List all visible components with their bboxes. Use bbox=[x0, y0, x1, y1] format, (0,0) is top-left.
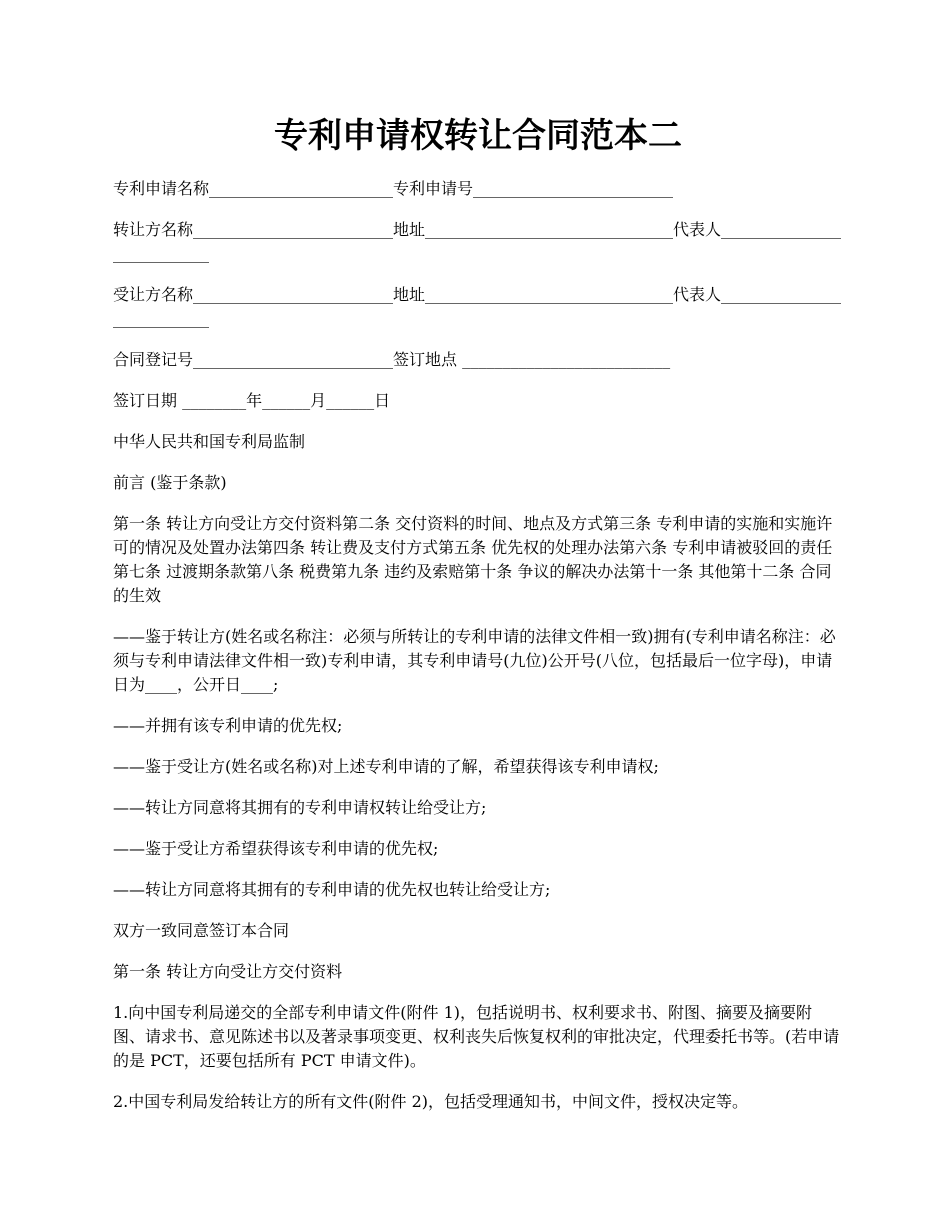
article-index: 第一条 转让方向受让方交付资料第二条 交付资料的时间、地点及方式第三条 专利申请的实施和实施许可的情况及处置办法第四条 转让费及支付方式第五条 优先权的处理办法第六条 专利申请被驳回的责任第七条 过渡期条款第八条 税费第九条 违约及索赔第十条 争议的解决办法第十一条 其他第十二条 合同的生效 bbox=[113, 514, 833, 605]
agreement-statement: 双方一致同意签订本合同 bbox=[113, 921, 290, 940]
field-patent-application-name: 专利申请名称_______________________专利申请号_________________________ bbox=[113, 179, 674, 198]
field-transferor-info: 转让方名称_________________________地址_______________________________代表人___________________________ bbox=[113, 220, 842, 263]
supervisor-line: 中华人民共和国专利局监制 bbox=[113, 432, 306, 451]
article-1-heading: 第一条 转让方向受让方交付资料 bbox=[113, 962, 343, 981]
article-1-item-1: 1.向中国专利局递交的全部专利申请文件(附件 1)，包括说明书、权利要求书、附图、摘要及摘要附图、请求书、意见陈述书以及著录事项变更、权利丧失后恢复权利的审批决定，代理委托书等。(若申请的是 PCT，还要包括所有 PCT 申请文件)。 bbox=[113, 1003, 840, 1070]
field-signing-date: 签订日期 ________年______月______日 bbox=[113, 391, 391, 410]
recital-transferee-priority: ——鉴于受让方希望获得该专利申请的优先权; bbox=[113, 839, 439, 858]
recital-transferor-agrees: ——转让方同意将其拥有的专利申请权转让给受让方; bbox=[113, 798, 487, 817]
recital-transferee-wishes: ——鉴于受让方(姓名或名称)对上述专利申请的了解，希望获得该专利申请权; bbox=[113, 757, 659, 776]
field-contract-registration: 合同登记号_________________________签订地点 __________________________ bbox=[113, 350, 671, 369]
document-title: 专利申请权转让合同范本二 bbox=[274, 116, 682, 156]
article-1-item-2: 2.中国专利局发给转让方的所有文件(附件 2)，包括受理通知书，中间文件，授权决定等。 bbox=[113, 1092, 749, 1111]
document-page bbox=[113, 0, 843, 1114]
recital-priority-owned: ——并拥有该专利申请的优先权; bbox=[113, 716, 343, 735]
recital-transferor-owns: ——鉴于转让方(姓名或名称注：必须与所转让的专利申请的法律文件相一致)拥有(专利申请名称注：必须与专利申请法律文件相一致)专利申请，其专利申请号(九位)公开号(八位，包括最后一位字母)，申请日为____，公开日____; bbox=[113, 627, 836, 694]
preamble-heading: 前言 (鉴于条款) bbox=[113, 473, 227, 492]
recital-priority-transfer: ——转让方同意将其拥有的专利申请的优先权也转让给受让方; bbox=[113, 880, 551, 899]
field-transferee-info: 受让方名称_________________________地址_______________________________代表人___________________________ bbox=[113, 285, 842, 328]
